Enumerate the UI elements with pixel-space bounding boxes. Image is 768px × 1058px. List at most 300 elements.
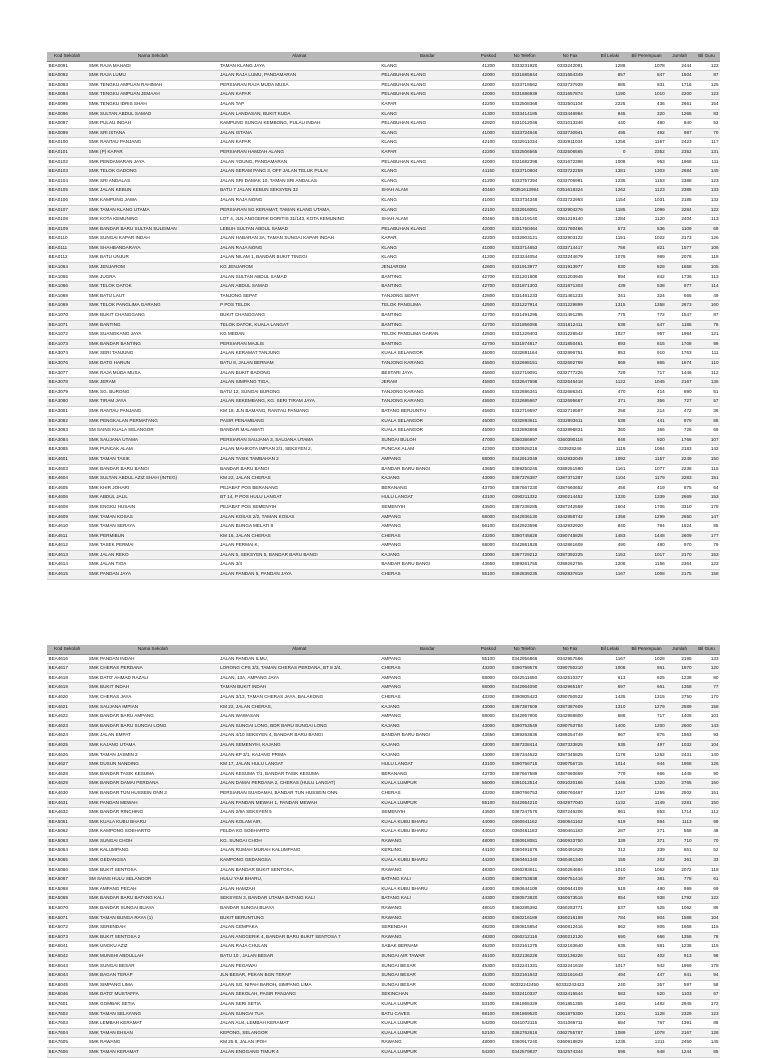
cell-school-name: SMK TAMAN KERAMAT xyxy=(87,1047,218,1057)
cell-town: KAJANG xyxy=(380,702,475,712)
header-address: Alamat xyxy=(219,645,380,654)
cell-address: BT 14, P POS HULU LANGAT xyxy=(219,493,380,503)
cell-school-name: SMK (P) KAPAR xyxy=(87,147,218,157)
cell-town: HULU LANGAT xyxy=(380,760,475,770)
cell-fax: 0331491295 xyxy=(547,311,592,321)
cell-postcode: 41000 xyxy=(475,195,502,205)
cell-teacher-count: 69 xyxy=(693,884,720,894)
table-row xyxy=(47,942,720,952)
cell-male-count: 756 xyxy=(593,243,627,253)
cell-town: KUALA LUMPUR xyxy=(380,1028,475,1038)
cell-address: KAMPUNG SUNGAI KEMBONG, PULAU INDAH xyxy=(219,119,380,129)
cell-male-count: 697 xyxy=(593,683,627,693)
cell-total-count: 2183 xyxy=(666,445,693,455)
cell-male-count: 690 xyxy=(593,932,627,942)
table-row xyxy=(47,856,720,866)
header-row xyxy=(47,52,720,61)
table-row xyxy=(47,359,720,369)
cell-male-count: 0 xyxy=(593,147,627,157)
cell-total-count: 1405 xyxy=(666,712,693,722)
cell-school-name: SMK PUNCAK ALAM xyxy=(87,445,218,455)
table-body xyxy=(47,61,720,579)
cell-phone: 0341072115 xyxy=(502,1019,547,1029)
cell-female-count: 1028 xyxy=(627,654,666,664)
cell-school-name: SMK PERMIBUN xyxy=(87,531,218,541)
cell-female-count: 480 xyxy=(627,541,666,551)
cell-postcode: 42500 xyxy=(475,301,502,311)
cell-school-name: SMK BANDAR DAMAI PERDANA xyxy=(87,779,218,789)
cell-town: TELOK PANGLIMA xyxy=(380,301,475,311)
cell-town: BATANG BERJUNTAI xyxy=(380,406,475,416)
cell-phone: 0362762616 xyxy=(502,1028,547,1038)
table-row xyxy=(47,731,720,741)
cell-town: KLANG xyxy=(380,253,475,263)
table-row xyxy=(47,282,720,292)
cell-total-count: 2283 xyxy=(666,474,693,484)
cell-postcode: 45300 xyxy=(475,961,502,971)
cell-address: JALAN BUNGA MELATI 8 xyxy=(219,522,380,532)
cell-phone: 0332686341 xyxy=(502,387,547,397)
cell-fax: 0332911034 xyxy=(547,138,592,148)
cell-school-name: SMK RAWANG xyxy=(87,1038,218,1048)
cell-address: JALAN SUNGAI TUA xyxy=(219,1009,380,1019)
cell-male-count: 729 xyxy=(593,368,627,378)
cell-town: SUNGAI BESAR xyxy=(380,971,475,981)
cell-teacher-count: 113 xyxy=(693,272,720,282)
cell-town: PELABUHAN KLANG xyxy=(380,157,475,167)
cell-fax: 0362755767 xyxy=(547,1028,592,1038)
table-row xyxy=(47,1019,720,1029)
cell-teacher-count: 52 xyxy=(693,846,720,856)
table-row xyxy=(47,454,720,464)
cell-town: KLANG xyxy=(380,167,475,177)
cell-fax: 0333714417 xyxy=(547,243,592,253)
cell-teacher-count: 117 xyxy=(693,138,720,148)
cell-school-name: SMK SULTAN ABDUL SAMAD xyxy=(87,109,218,119)
cell-address: JALAN NILAM 1, BANDAR BUKIT TINGGI xyxy=(219,253,380,263)
cell-town: SUNGAI BESAR xyxy=(380,961,475,971)
cell-phone: 0332508368 xyxy=(502,99,547,109)
cell-town: TANJONG SEPAT xyxy=(380,291,475,301)
cell-male-count: 1435 xyxy=(593,692,627,702)
cell-female-count: 815 xyxy=(627,339,666,349)
cell-total-count: 2170 xyxy=(666,550,693,560)
cell-postcode: 41200 xyxy=(475,176,502,186)
cell-school-name: SMK RAJA MUDA MUSA xyxy=(87,368,218,378)
cell-female-count: 772 xyxy=(627,311,666,321)
cell-total-count: 2750 xyxy=(666,692,693,702)
cell-total-count: 1356 xyxy=(666,932,693,942)
cell-school-code: BEA0096 xyxy=(47,109,87,119)
cell-school-name: SMK SHAHBANDARAYA xyxy=(87,243,218,253)
cell-postcode: 42000 xyxy=(475,71,502,81)
cell-school-code: BEA3084 xyxy=(47,435,87,445)
table-row xyxy=(47,243,720,253)
cell-female-count: 847 xyxy=(627,71,666,81)
cell-total-count: 977 xyxy=(666,282,693,292)
cell-total-count: 2673 xyxy=(666,301,693,311)
cell-school-name: SMK TELOK DATOK xyxy=(87,282,218,292)
table-row xyxy=(47,990,720,1000)
cell-fax: 0360641162 xyxy=(547,817,592,827)
cell-school-code: BEA1072 xyxy=(47,330,87,340)
cell-town: SUNGAI AIR TAWAR xyxy=(380,952,475,962)
cell-teacher-count: 132 xyxy=(693,195,720,205)
cell-fax: 0360390118 xyxy=(547,435,592,445)
cell-address: BANDAR BARU BANGI xyxy=(219,464,380,474)
cell-town: PELABUHAN KLANG xyxy=(380,71,475,81)
cell-teacher-count: 77 xyxy=(693,683,720,693)
cell-male-count: 1358 xyxy=(593,512,627,522)
cell-male-count: 1235 xyxy=(593,1038,627,1048)
table-row xyxy=(47,904,720,914)
cell-teacher-count: 70 xyxy=(693,128,720,138)
cell-female-count: 202 xyxy=(627,856,666,866)
cell-teacher-count: 178 xyxy=(693,502,720,512)
cell-male-count: 1310 xyxy=(593,702,627,712)
cell-male-count: 537 xyxy=(593,904,627,914)
cell-town: PELABUHAN KLANG xyxy=(380,224,475,234)
table-header xyxy=(47,645,720,654)
cell-teacher-count: 172 xyxy=(693,999,720,1009)
table-row xyxy=(47,740,720,750)
cell-teacher-count: 147 xyxy=(693,512,720,522)
header-town: Bandar xyxy=(380,645,475,654)
header-male-count: Bil Lelaki xyxy=(593,645,627,654)
cell-teacher-count: 154 xyxy=(693,99,720,109)
cell-school-name: SMK TAMAN KOSAS xyxy=(87,512,218,522)
cell-school-name: SMK TENGKU AMPUAN JEMAAH xyxy=(87,90,218,100)
cell-school-name: SMK BANDAR TASIK KESUMA xyxy=(87,769,218,779)
cell-total-count: 2609 xyxy=(666,531,693,541)
cell-fax: 0332136226 xyxy=(547,952,592,962)
cell-address: JALAN MAHKOTA IMPIAN 2/1, SEKSYEN 2, xyxy=(219,445,380,455)
cell-postcode: 44010 xyxy=(475,827,502,837)
cell-fax: 0332241618 xyxy=(547,961,592,971)
cell-postcode: 68000 xyxy=(475,454,502,464)
cell-fax: 0387246206 xyxy=(547,808,592,818)
cell-school-name: SMK KUALA KUBU BHARU xyxy=(87,817,218,827)
cell-male-count: 397 xyxy=(593,875,627,885)
cell-teacher-count: 142 xyxy=(693,445,720,455)
cell-total-count: 2423 xyxy=(666,138,693,148)
cell-teacher-count: 133 xyxy=(693,186,720,196)
cell-postcode: 42800 xyxy=(475,291,502,301)
cell-school-code: BEA0093 xyxy=(47,80,87,90)
cell-town: PELABUHAN KLANG xyxy=(380,80,475,90)
cell-phone: 0342954210 xyxy=(502,798,547,808)
cell-fax: 0387660669 xyxy=(547,769,592,779)
cell-fax: 0360212120 xyxy=(547,932,592,942)
cell-teacher-count: 158 xyxy=(693,570,720,580)
cell-total-count: 875 xyxy=(666,483,693,493)
cell-phone: 0342912049 xyxy=(502,454,547,464)
cell-female-count: 538 xyxy=(627,282,666,292)
cell-teacher-count: 115 xyxy=(693,942,720,952)
cell-fax: 0332695667 xyxy=(547,397,592,407)
cell-phone: 0332647698 xyxy=(502,378,547,388)
cell-female-count: 1153 xyxy=(627,176,666,186)
cell-female-count: 821 xyxy=(627,243,666,253)
cell-female-count: 214 xyxy=(627,406,666,416)
cell-total-count: 361 xyxy=(666,856,693,866)
cell-phone: 0333718562 xyxy=(502,80,547,90)
cell-fax: 0390750522 xyxy=(547,692,592,702)
cell-postcode: 45600 xyxy=(475,406,502,416)
cell-town: BANDAR BARU BANGI xyxy=(380,560,475,570)
cell-total-count: 1185 xyxy=(666,320,693,330)
cell-male-count: 1185 xyxy=(593,205,627,215)
cell-total-count: 2249 xyxy=(666,454,693,464)
cell-female-count: 1339 xyxy=(627,493,666,503)
table-row xyxy=(47,750,720,760)
table-row xyxy=(47,788,720,798)
cell-town: TANJONG KARANG xyxy=(380,397,475,407)
cell-male-count: 371 xyxy=(593,397,627,407)
cell-phone: 0333414185 xyxy=(502,109,547,119)
cell-school-code: BEA5066 xyxy=(47,865,87,875)
cell-total-count: 1236 xyxy=(666,942,693,952)
cell-male-count: 1027 xyxy=(593,330,627,340)
cell-female-count: 666 xyxy=(627,769,666,779)
table-row xyxy=(47,99,720,109)
cell-teacher-count: 79 xyxy=(693,541,720,551)
cell-female-count: 2352 xyxy=(627,147,666,157)
cell-postcode: 56100 xyxy=(475,522,502,532)
cell-female-count: 717 xyxy=(627,368,666,378)
cell-teacher-count: 140 xyxy=(693,750,720,760)
cell-fax: 0361875300 xyxy=(547,1009,592,1019)
cell-school-name: SMK BANDAR BARU AMPANG xyxy=(87,712,218,722)
cell-town: KAJANG xyxy=(380,721,475,731)
table-row xyxy=(47,836,720,846)
cell-town: BANTING xyxy=(380,272,475,282)
cell-phone: 0342956866 xyxy=(502,654,547,664)
cell-phone: 0333724846 xyxy=(502,128,547,138)
table-row xyxy=(47,368,720,378)
table-row xyxy=(47,416,720,426)
cell-town: SEMENYIH xyxy=(380,502,475,512)
cell-postcode: 43100 xyxy=(475,493,502,503)
cell-female-count: 520 xyxy=(627,990,666,1000)
cell-town: BATU CAVES xyxy=(380,1009,475,1019)
table-row xyxy=(47,167,720,177)
cell-total-count: 1736 xyxy=(666,272,693,282)
cell-postcode: 40460 xyxy=(475,186,502,196)
table-row xyxy=(47,531,720,541)
cell-school-code: BEA5069 xyxy=(47,894,87,904)
header-phone: No Telefon xyxy=(502,52,547,61)
cell-postcode: 42700 xyxy=(475,272,502,282)
cell-postcode: 45500 xyxy=(475,359,502,369)
cell-male-count: 2225 xyxy=(593,99,627,109)
cell-fax: 0332501104 xyxy=(547,99,592,109)
cell-female-count: 1149 xyxy=(627,798,666,808)
cell-female-count: 784 xyxy=(627,522,666,532)
cell-teacher-count: 112 xyxy=(693,808,720,818)
cell-male-count: 1483 xyxy=(593,999,627,1009)
cell-phone: 0390756715 xyxy=(502,760,547,770)
cell-phone: 0331491295 xyxy=(502,311,547,321)
cell-phone: 60351613984 xyxy=(502,186,547,196)
cell-total-count: 2167 xyxy=(666,378,693,388)
cell-male-count: 1167 xyxy=(593,570,627,580)
cell-fax: 0333730941 xyxy=(547,128,592,138)
cell-fax: 0360491629 xyxy=(547,846,592,856)
cell-town: KUALA KUBU BHARU xyxy=(380,827,475,837)
cell-town: KUALA KUBU BHARU xyxy=(380,856,475,866)
cell-town: KUALA LUMPUR xyxy=(380,779,475,789)
cell-phone: 0332161275 xyxy=(502,942,547,952)
cell-phone: 0332916081 xyxy=(502,205,547,215)
cell-male-count: 1153 xyxy=(593,550,627,560)
cell-school-code: BEA5067 xyxy=(47,875,87,885)
cell-male-count: 1445 xyxy=(593,779,627,789)
cell-postcode: 43700 xyxy=(475,769,502,779)
cell-total-count: 1265 xyxy=(666,109,693,119)
cell-school-name: SMK BANDAR BARU BANGI xyxy=(87,464,218,474)
table-row xyxy=(47,176,720,186)
cell-fax: 0392837819 xyxy=(547,570,592,580)
cell-school-name: SMK JERAM xyxy=(87,378,218,388)
cell-town: BANTING xyxy=(380,339,475,349)
cell-male-count: 339 xyxy=(593,836,627,846)
cell-total-count: 2195 xyxy=(666,654,693,664)
cell-address: JALAN KP 3/1, KAJANG PRIMA xyxy=(219,750,380,760)
cell-male-count: 1604 xyxy=(593,502,627,512)
cell-address: JALAN PEGAWAI xyxy=(219,961,380,971)
cell-teacher-count: 160 xyxy=(693,301,720,311)
cell-school-name: SMK TELOK GADONG xyxy=(87,167,218,177)
cell-postcode: 45500 xyxy=(475,397,502,407)
cell-town: AMPANG xyxy=(380,683,475,693)
cell-school-name: SMK KHIR JOHARI xyxy=(87,483,218,493)
cell-female-count: 1320 xyxy=(627,779,666,789)
cell-male-count: 519 xyxy=(593,817,627,827)
cell-teacher-count: 131 xyxy=(693,147,720,157)
cell-female-count: 271 xyxy=(627,827,666,837)
cell-postcode: 44100 xyxy=(475,846,502,856)
cell-postcode: 41200 xyxy=(475,253,502,263)
cell-total-count: 1984 xyxy=(666,330,693,340)
cell-postcode: 55100 xyxy=(475,570,502,580)
cell-address: JALAN KERAMAT TANJUNG xyxy=(219,349,380,359)
cell-female-count: 647 xyxy=(627,320,666,330)
cell-school-code: BEA7602 xyxy=(47,1009,87,1019)
cell-total-count: 2238 xyxy=(666,464,693,474)
cell-town: CHERAS xyxy=(380,570,475,580)
cell-address: JALAN SIMPANG TIGA, xyxy=(219,378,380,388)
cell-address: KEPONG, SELANGOR xyxy=(219,1028,380,1038)
cell-total-count: 2329 xyxy=(666,1009,693,1019)
cell-male-count: 1089 xyxy=(593,1028,627,1038)
school-table-1 xyxy=(47,52,720,580)
cell-phone: 0331227914 xyxy=(502,301,547,311)
cell-address: PEJABAT POS SEMENYIH xyxy=(219,502,380,512)
cell-phone: 0333734348 xyxy=(502,195,547,205)
cell-total-count: 987 xyxy=(666,128,693,138)
cell-school-name: SMK TAMAN BUNGA RAYA (1) xyxy=(87,913,218,923)
table-row xyxy=(47,128,720,138)
cell-fax: 0390760467 xyxy=(547,788,592,798)
cell-phone: 0387238285 xyxy=(502,502,547,512)
cell-postcode: 68000 xyxy=(475,683,502,693)
cell-town: BERANANG xyxy=(380,769,475,779)
cell-teacher-count: 143 xyxy=(693,721,720,731)
cell-female-count: 1179 xyxy=(627,474,666,484)
cell-teacher-count: 98 xyxy=(693,952,720,962)
cell-female-count: 480 xyxy=(627,884,666,894)
cell-total-count: 1238 xyxy=(666,673,693,683)
cell-male-count: 439 xyxy=(593,282,627,292)
table-row xyxy=(47,673,720,683)
cell-fax: 0341066711 xyxy=(547,1019,592,1029)
cell-female-count: 480 xyxy=(627,119,666,129)
cell-school-name: SMK JALAN EMPAT xyxy=(87,731,218,741)
cell-total-count: 2173 xyxy=(666,234,693,244)
cell-female-count: 1252 xyxy=(627,750,666,760)
table-row xyxy=(47,157,720,167)
cell-fax: 0360751416 xyxy=(547,875,592,885)
table-row xyxy=(47,119,720,129)
cell-address: JALAN RAJA LUMU, PANDAMARAN xyxy=(219,71,380,81)
cell-teacher-count: 114 xyxy=(693,282,720,292)
cell-postcode: 42000 xyxy=(475,90,502,100)
cell-male-count: 159 xyxy=(593,856,627,866)
cell-fax: 0389251590 xyxy=(547,464,592,474)
cell-phone: 0333714653 xyxy=(502,243,547,253)
cell-postcode: 48300 xyxy=(475,932,502,942)
cell-female-count: 944 xyxy=(627,760,666,770)
cell-postcode: 48000 xyxy=(475,1038,502,1048)
cell-total-count: 2661 xyxy=(666,99,693,109)
cell-postcode: 48200 xyxy=(475,923,502,933)
cell-school-name: SMK AMPANG PECAH xyxy=(87,884,218,894)
cell-school-name: SMK TIRAM JAYA xyxy=(87,397,218,407)
cell-fax: 0332415544 xyxy=(547,990,592,1000)
cell-school-code: BEA4630 xyxy=(47,788,87,798)
cell-fax: 0360284684 xyxy=(547,865,592,875)
cell-postcode: 41300 xyxy=(475,109,502,119)
cell-fax: 0342832049 xyxy=(547,454,592,464)
cell-address: JALAN PANDAN MEWAH 1, PANDAN MEWAH xyxy=(219,798,380,808)
cell-school-name: SMK SUNGAI CHOH xyxy=(87,836,218,846)
cell-female-count: 1017 xyxy=(627,550,666,560)
cell-address: JALAN, 13A, AMPANG JAYA xyxy=(219,673,380,683)
cell-postcode: 56000 xyxy=(475,779,502,789)
cell-female-count: 324 xyxy=(627,291,666,301)
cell-teacher-count: 36 xyxy=(693,406,720,416)
cell-phone: 0330928216 xyxy=(502,445,547,455)
cell-school-name: SMK BATU LAUT xyxy=(87,291,218,301)
cell-fax: 0391020166 xyxy=(547,779,592,789)
cell-school-name: SMK KAMPONG SOEHARTO xyxy=(87,827,218,837)
cell-school-code: BEA0107 xyxy=(47,205,87,215)
cell-fax: 0387345825 xyxy=(547,750,592,760)
cell-female-count: 1120 xyxy=(627,215,666,225)
cell-fax: 0390750210 xyxy=(547,664,592,674)
cell-postcode: 68100 xyxy=(475,1009,502,1019)
cell-town: JENJAROM xyxy=(380,263,475,273)
cell-teacher-count: 90 xyxy=(693,769,720,779)
cell-teacher-count: 107 xyxy=(693,435,720,445)
table-row xyxy=(47,320,720,330)
cell-fax: 0332646418 xyxy=(547,378,592,388)
cell-total-count: 2352 xyxy=(666,147,693,157)
cell-postcode: 43650 xyxy=(475,560,502,570)
cell-fax: 0333706981 xyxy=(547,176,592,186)
cell-total-count: 1674 xyxy=(666,359,693,369)
